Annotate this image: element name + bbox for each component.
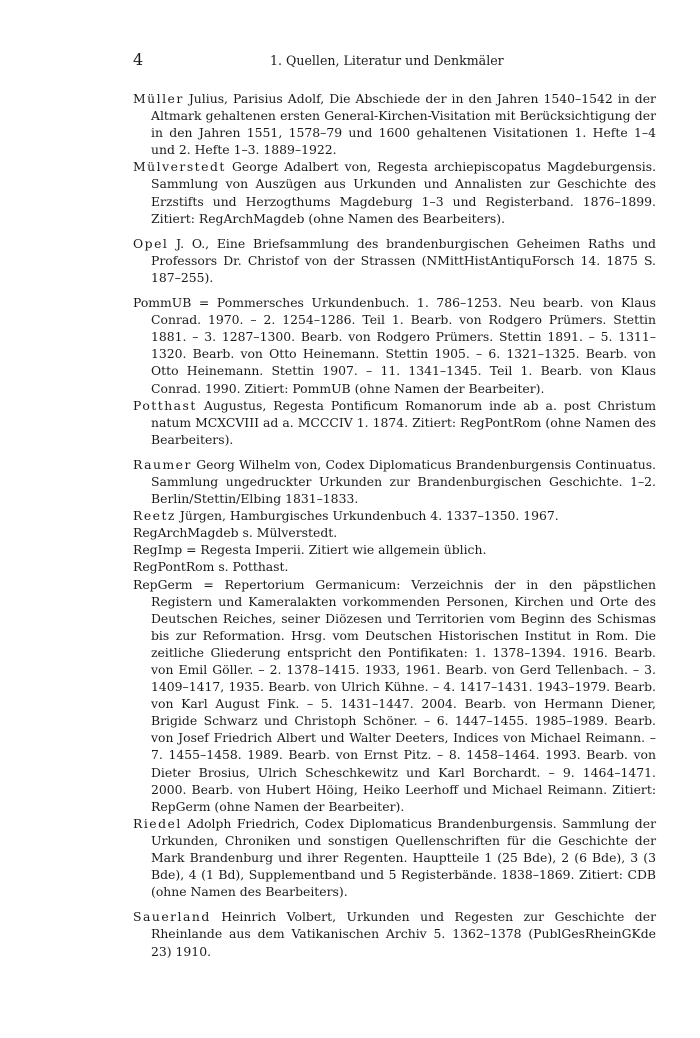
entry-text: Julius, Parisius Adolf, Die Abschiede der in den Jahren 1540–1542 in der Altmark gehaltenen ersten General-Kirchen-Visitation mit Berücksichtigung der in den Jahren 1551, 1578–79 und 1600 gehaltenen Visitationen 1. Hefte 1–4 und 2. Hefte 1–3. 1889–1922.	[151, 91, 656, 158]
bibliography-entry	[133, 815, 656, 900]
bibliography-entry	[133, 294, 656, 397]
entry-text: Jürgen, Hamburgisches Urkundenbuch 4. 1337–1350. 1967.	[175, 508, 559, 524]
entry-text: George Adalbert von, Regesta archiepiscopatus Magdeburgensis. Sammlung von Auszügen aus Urkunden und Annalisten zur Geschichte des Erzstifts und Herzogthums Magdeburg 1–3 und Registerband. 1876–1899. Zitiert: RegArchMagdeb (ohne Namen des Bearbeiters).	[151, 159, 656, 226]
bibliography-entry	[133, 524, 656, 541]
running-title: 1. Quellen, Literatur und Denkmäler	[270, 53, 504, 68]
entry-author: Reetz	[133, 508, 176, 524]
entry-text: Heinrich Volbert, Urkunden und Regesten zur Geschichte der Rheinlande aus dem Vatikanischen Archiv 5. 1362–1378 (PublGesRheinGKde 23) 1910.	[151, 909, 656, 959]
bibliography-entry	[133, 507, 656, 524]
entry-author: Sauerland	[133, 909, 211, 925]
entry-author: Mülverstedt	[133, 159, 226, 175]
bibliography-entry	[133, 158, 656, 226]
bibliography-entry	[133, 397, 656, 448]
bibliography-entry	[133, 908, 656, 959]
bibliography-entry	[133, 576, 656, 815]
entry-author: Müller	[133, 91, 184, 106]
bibliography-entry	[133, 558, 656, 575]
bibliography-entry	[133, 541, 656, 558]
page-number: 4	[133, 50, 144, 69]
entry-author: Potthast	[133, 397, 197, 413]
bibliography-entry	[133, 456, 656, 507]
entry-author: Opel	[133, 235, 169, 251]
entry-text: RegPontRom s. Potthast.	[133, 559, 289, 575]
entry-text: Adolph Friedrich, Codex Diplomaticus Brandenburgensis. Sammlung der Urkunden, Chroniken und sonstigen Quellenschriften für die Geschichte der Mark Brandenburg und ihrer Regenten. Hauptteile 1 (25 Bde), 2 (6 Bde), 3 (3 Bde), 4 (1 Bd), Supplementband und 5 Registerbände. 1838–1869. Zitiert: CDB (ohne Namen des Bearbeiters).	[151, 815, 656, 900]
entry-text: RegImp = Regesta Imperii. Zitiert wie allgemein üblich.	[133, 542, 487, 558]
entry-text: Georg Wilhelm von, Codex Diplomaticus Brandenburgensis Continuatus. Sammlung ungedruckter Urkunden zur Brandenburgischen Geschichte. 1–2. Berlin/Stettin/Elbing 1831–1833.	[151, 456, 656, 507]
entry-text: Augustus, Regesta Pontificum Romanorum inde ab a. post Christum natum MCXCVIII ad a. MCCCIV 1. 1874. Zitiert: RegPontRom (ohne Namen des Bearbeiters).	[151, 397, 656, 447]
entry-author: Riedel	[133, 815, 182, 831]
entry-author: Raumer	[133, 456, 192, 472]
bibliography-entry	[133, 90, 656, 158]
bibliography-entry	[133, 235, 656, 286]
entry-text: RegArchMagdeb s. Mülverstedt.	[133, 525, 338, 541]
entry-text: RepGerm = Repertorium Germanicum: Verzeichnis der in den päpstlichen Registern und Kameralakten vorkommenden Personen, Kirchen und Orte des Deutschen Reiches, seiner Diözesen und Territorien vom Beginn des Schismas bis zur Reformation. Hrsg. vom Deutschen Historischen Institut in Rom. Die zeitliche Gliederung entspricht den Pontifikaten: 1. 1378–1394. 1916. Bearb. von Emil Göller. – 2. 1378–1415. 1933, 1961. Bearb. von Gerd Tellenbach. – 3. 1409–1417, 1935. Bearb. von Ulrich Kühne. – 4. 1417–1431. 1943–1979. Bearb. von Karl August Fink. – 5. 1431–1447. 2004. Bearb. von Hermann Diener, Brigide Schwarz und Christoph Schöner. – 6. 1447–1455. 1985–1989. Bearb. von Josef Friedrich Albert und Walter Deeters, Indices von Michael Reimann. – 7. 1455–1458. 1989. Bearb. von Ernst Pitz. – 8. 1458–1464. 1993. Bearb. von Dieter Brosius, Ulrich Scheschkewitz und Karl Borchardt. – 9. 1464–1471. 2000. Bearb. von Hubert Höing, Heiko Leerhoff und Michael Reimann. Zitiert: RepGerm (ohne Namen der Bearbeiter).	[133, 576, 656, 814]
bibliography-list	[133, 90, 656, 960]
entry-text: PommUB = Pommersches Urkundenbuch. 1. 786–1253. Neu bearb. von Klaus Conrad. 1970. – 2. 1254–1286. Teil 1. Bearb. von Rodgero Prümers. Stettin 1881. – 3. 1287–1300. Bearb. von Rodgero Prümers. Stettin 1891. – 5. 1311–1320. Bearb. von Otto Heinemann. Stettin 1905. – 6. 1321–1325. Bearb. von Otto Heinemann. Stettin 1907. – 11. 1341–1345. Teil 1. Bearb. von Klaus Conrad. 1990. Zitiert: PommUB (ohne Namen der Bearbeiter).	[133, 295, 656, 396]
entry-text: J. O., Eine Briefsammlung des brandenburgischen Geheimen Raths und Professors Dr. Christof von der Strassen (NMittHistAntiquForsch 14. 1875 S. 187–255).	[151, 235, 656, 285]
